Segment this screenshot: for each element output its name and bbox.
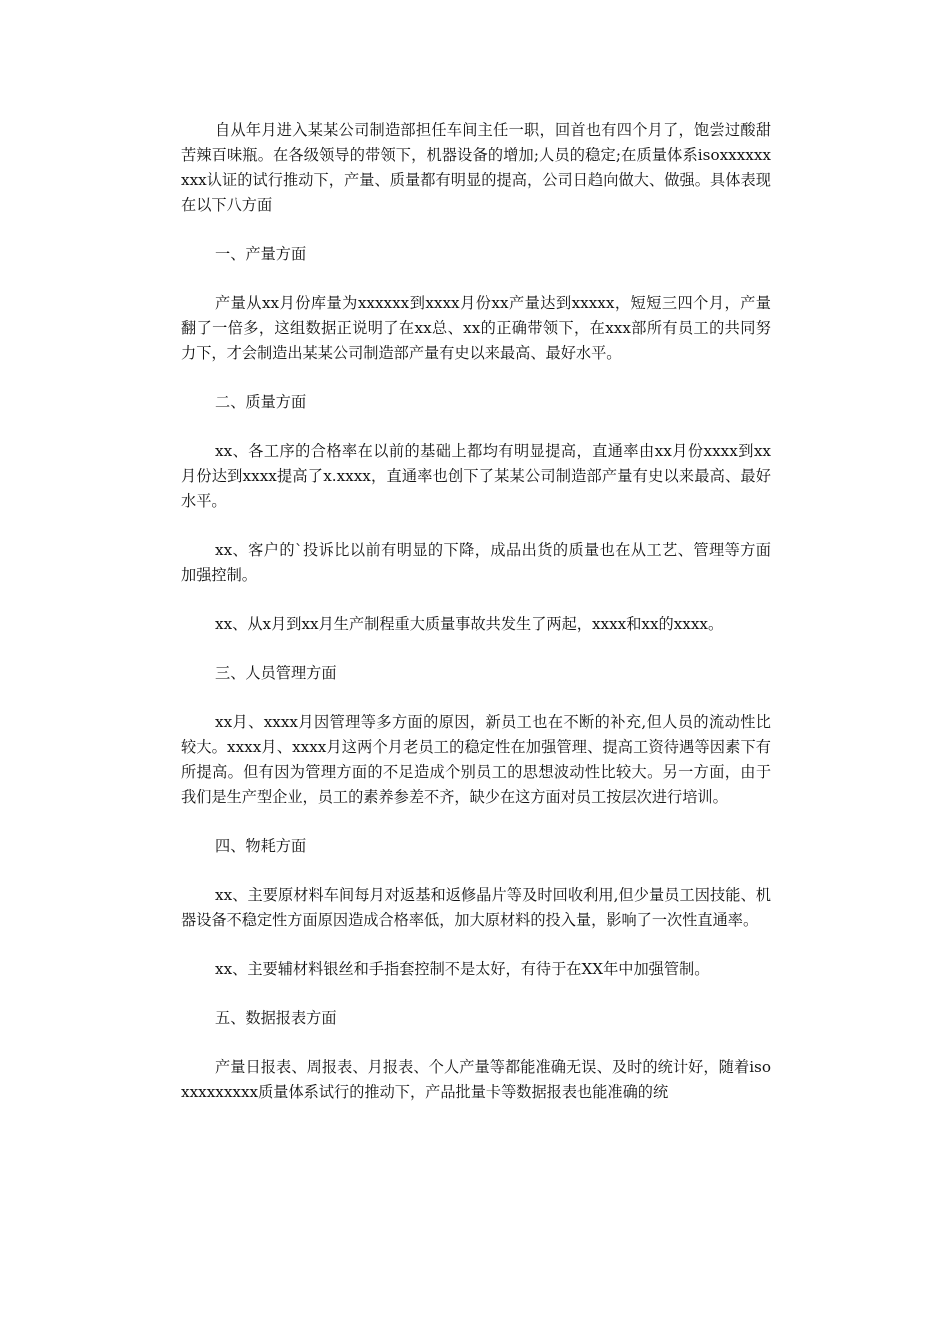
materials-paragraph-1: xx、主要原材料车间每月对返基和返修晶片等及时回收利用,但少量员工因技能、机器设备不稳定性方面原因造成合格率低，加大原材料的投入量，影响了一次性直通率。 [181,886,771,929]
document-page [181,118,771,1129]
quality-paragraph-2: xx、客户的`投诉比以前有明显的下降，成品出货的质量也在从工艺、管理等方面加强控制。 [181,541,771,584]
quality-paragraph-1: xx、各工序的合格率在以前的基础上都均有明显提高，直通率由xx月份xxxx到xx月份达到xxxx提高了x.xxxx，直通率也创下了某某公司制造部产量有史以来最高、最好水平。 [181,442,771,510]
section-heading-quality: 二、质量方面 [215,393,307,411]
quality-paragraph-3: xx、从x月到xx月生产制程重大质量事故共发生了两起，xxxx和xx的xxxx。 [215,615,724,633]
section-heading-reports: 五、数据报表方面 [215,1009,337,1027]
output-paragraph: 产量从xx月份库量为xxxxxx到xxxx月份xx产量达到xxxxx，短短三四个月，产量翻了一倍多，这组数据正说明了在xx总、xx的正确带领下，在xxx部所有员工的共同努力下，才会制造出某某公司制造部产量有史以来最高、最好水平。 [181,294,771,362]
section-heading-output: 一、产量方面 [215,245,307,263]
personnel-paragraph: xx月、xxxx月因管理等多方面的原因，新员工也在不断的补充,但人员的流动性比较大。xxxx月、xxxx月这两个月老员工的稳定性在加强管理、提高工资待遇等因素下有所提高。但有因为管理方面的不足造成个别员工的思想波动性比较大。另一方面，由于我们是生产型企业，员工的素养参差不齐，缺少在这方面对员工按层次进行培训。 [181,713,771,806]
intro-paragraph: 自从年月进入某某公司制造部担任车间主任一职，回首也有四个月了，饱尝过酸甜苦辣百味瓶。在各级领导的带领下，机器设备的增加;人员的稳定;在质量体系isoxxxxxxxxx认证的试行推动下，产量、质量都有明显的提高，公司日趋向做大、做强。具体表现在以下八方面 [181,121,771,214]
section-heading-personnel: 三、人员管理方面 [215,664,337,682]
materials-paragraph-2: xx、主要辅材料银丝和手指套控制不是太好，有待于在XX年中加强管制。 [215,960,710,978]
reports-paragraph: 产量日报表、周报表、月报表、个人产量等都能准确无误、及时的统计好，随着isoxxxxxxxxx质量体系试行的推动下，产品批量卡等数据报表也能准确的统 [181,1058,771,1101]
section-heading-materials: 四、物耗方面 [215,837,307,855]
